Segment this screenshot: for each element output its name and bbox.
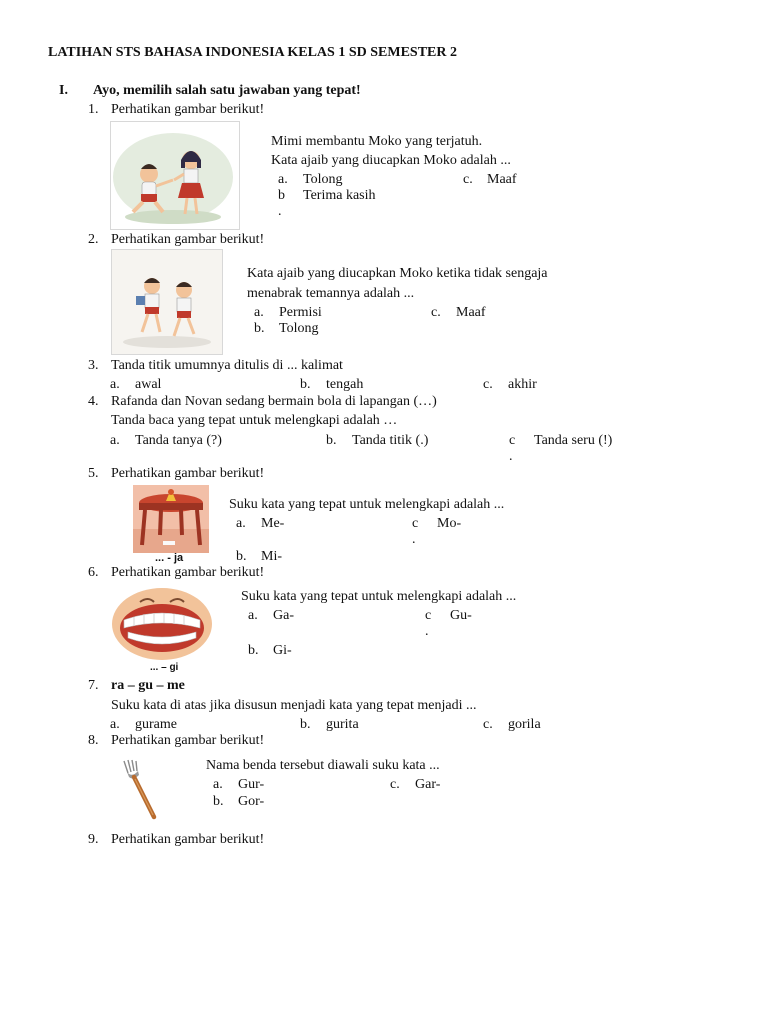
option-b-letter: b. (248, 643, 259, 658)
question-prompt: Perhatikan gambar berikut! (111, 565, 265, 580)
question-number: 8. (88, 733, 99, 748)
question-prompt: Rafanda dan Novan sedang bermain bola di lapangan (…) (111, 394, 437, 409)
option-b-letter: b. (326, 433, 337, 448)
option-b-text: Terima kasih (303, 188, 376, 203)
syllable-set: ra – gu – me (111, 678, 185, 693)
fork-illustration (120, 759, 162, 821)
question-prompt-2: Tanda baca yang tepat untuk melengkapi adalah … (111, 413, 398, 428)
question-number: 4. (88, 394, 99, 409)
option-c-letter: c. (431, 305, 441, 320)
question-number: 2. (88, 232, 99, 247)
image-caption: ... - ja (155, 552, 184, 564)
option-a-letter: a. (213, 777, 223, 792)
section-heading: Ayo, memilih salah satu jawaban yang tepat! (93, 83, 361, 98)
option-c-text: Gar- (415, 777, 441, 792)
option-b-dot: . (278, 204, 282, 219)
option-a-text: gurame (135, 717, 177, 732)
question-text: Kata ajaib yang diucapkan Moko adalah ... (271, 153, 511, 168)
option-b-letter: b. (300, 377, 311, 392)
question-prompt-2: Suku kata di atas jika disusun menjadi kata yang tepat menjadi ... (111, 698, 477, 713)
section-number: I. (59, 83, 68, 98)
question-text: Mimi membantu Moko yang terjatuh. (271, 134, 483, 149)
option-b-letter: b. (300, 717, 311, 732)
question-number: 1. (88, 102, 99, 117)
option-a-letter: a. (110, 433, 120, 448)
option-b-letter: b. (236, 549, 247, 564)
option-b-letter: b. (254, 321, 265, 336)
page-title: LATIHAN STS BAHASA INDONESIA KELAS 1 SD SEMESTER 2 (48, 45, 457, 60)
option-c-text: Gu- (450, 608, 472, 623)
question-text: Nama benda tersebut diawali suku kata ... (206, 758, 440, 773)
option-c-text: Mo- (437, 516, 462, 531)
table-illustration (133, 485, 209, 553)
option-c-text: gorila (508, 717, 541, 732)
image-caption: ... – gi (150, 662, 179, 673)
option-c-dot: . (412, 532, 416, 547)
question-number: 3. (88, 358, 99, 373)
option-c-letter: c (412, 516, 419, 531)
option-c-text: akhir (508, 377, 537, 392)
option-a-text: Gur- (238, 777, 265, 792)
question-prompt: Perhatikan gambar berikut! (111, 232, 265, 247)
option-c-text: Maaf (487, 172, 517, 187)
question-prompt: Perhatikan gambar berikut! (111, 733, 265, 748)
option-a-letter: a. (248, 608, 258, 623)
children-helping-illustration (110, 121, 240, 230)
option-a-text: Tolong (303, 172, 343, 187)
option-b-letter: b (278, 188, 285, 203)
option-a-text: awal (135, 377, 162, 392)
option-a-letter: a. (110, 717, 120, 732)
option-c-letter: c. (463, 172, 473, 187)
option-a-text: Me- (261, 516, 285, 531)
teeth-illustration (110, 584, 214, 660)
option-a-letter: a. (278, 172, 288, 187)
question-prompt: Perhatikan gambar berikut! (111, 466, 265, 481)
option-b-text: Gi- (273, 643, 292, 658)
question-number: 6. (88, 565, 99, 580)
option-b-text: tengah (326, 377, 364, 392)
question-prompt: Perhatikan gambar berikut! (111, 102, 265, 117)
option-c-letter: c. (483, 717, 493, 732)
question-text: Kata ajaib yang diucapkan Moko ketika tidak sengaja (247, 266, 548, 281)
option-b-text: Tanda titik (.) (352, 433, 429, 448)
option-c-letter: c. (483, 377, 493, 392)
option-a-letter: a. (254, 305, 264, 320)
option-c-text: Tanda seru (!) (534, 433, 613, 448)
question-prompt: Tanda titik umumnya ditulis di ... kalimat (111, 358, 343, 373)
option-c-letter: c. (390, 777, 400, 792)
question-text: Suku kata yang tepat untuk melengkapi adalah ... (229, 497, 505, 512)
option-c-dot: . (509, 449, 513, 464)
option-a-letter: a. (236, 516, 246, 531)
question-number: 5. (88, 466, 99, 481)
question-text: menabrak temannya adalah ... (247, 286, 415, 301)
option-c-dot: . (425, 624, 429, 639)
option-a-text: Ga- (273, 608, 294, 623)
boys-bumping-illustration (111, 249, 223, 355)
option-a-text: Tanda tanya (?) (135, 433, 222, 448)
option-b-text: Tolong (279, 321, 319, 336)
option-c-text: Maaf (456, 305, 486, 320)
question-number: 9. (88, 832, 99, 847)
question-prompt: Perhatikan gambar berikut! (111, 832, 265, 847)
option-c-letter: c (425, 608, 432, 623)
option-b-text: Mi- (261, 549, 282, 564)
option-c-letter: c (509, 433, 516, 448)
question-number: 7. (88, 678, 99, 693)
option-b-letter: b. (213, 794, 224, 809)
option-b-text: Gor- (238, 794, 265, 809)
option-a-letter: a. (110, 377, 120, 392)
option-b-text: gurita (326, 717, 359, 732)
option-a-text: Permisi (279, 305, 322, 320)
question-text: Suku kata yang tepat untuk melengkapi adalah ... (241, 589, 517, 604)
